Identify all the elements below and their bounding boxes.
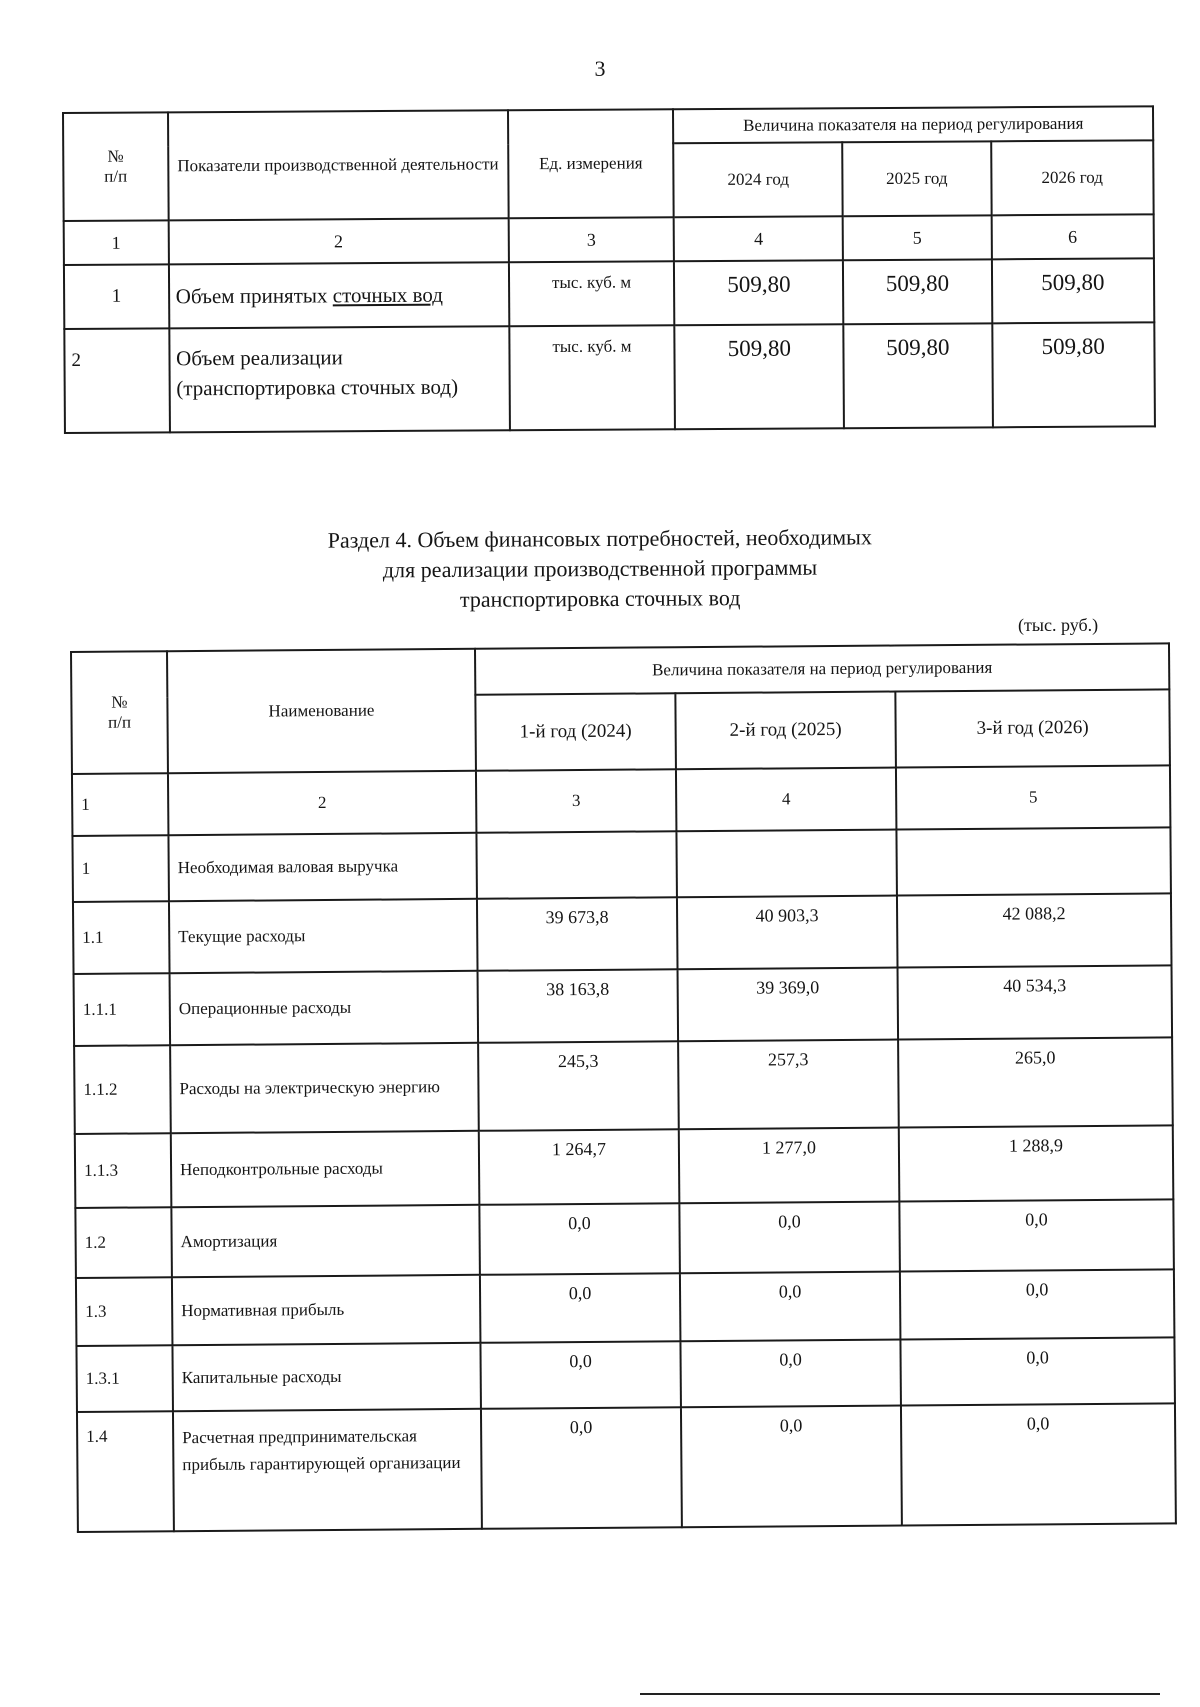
page-number: 3 — [594, 56, 606, 81]
value-2026: 509,80 — [992, 322, 1155, 427]
table-row — [75, 1125, 1174, 1208]
row-name: Расходы на электрическую энергию — [170, 1043, 479, 1133]
header-year-2024: 2024 год — [674, 142, 843, 217]
row-name-line: (транспортировка сточных вод) — [176, 374, 459, 401]
value-year-3: 0,0 — [900, 1269, 1175, 1339]
value-year-2: 0,0 — [681, 1405, 902, 1527]
row-num: 1.3 — [76, 1277, 173, 1346]
column-number: 3 — [476, 769, 676, 833]
column-number: 4 — [674, 216, 843, 261]
row-name: Неподконтрольные расходы — [171, 1131, 480, 1207]
row-name-underlined: сточных вод — [332, 282, 443, 308]
value-year-3: 40 534,3 — [898, 965, 1173, 1039]
value-year-1: 38 163,8 — [478, 969, 679, 1043]
value-year-3: 1 288,9 — [899, 1125, 1174, 1201]
value-year-3: 265,0 — [898, 1037, 1173, 1127]
section-title-line: для реализации производственной программы — [382, 554, 818, 583]
header-year-2026: 2026 год — [991, 140, 1154, 215]
header-name: Наименование — [167, 649, 476, 773]
row-name: Амортизация — [171, 1205, 480, 1277]
header-num: № п/п — [71, 651, 168, 774]
row-num: 1.1.2 — [74, 1045, 171, 1134]
value-year-2: 39 369,0 — [678, 968, 899, 1042]
column-number: 4 — [676, 768, 896, 832]
value-year-2: 1 277,0 — [679, 1128, 900, 1204]
value-year-2: 40 903,3 — [677, 896, 898, 970]
row-num: 1 — [64, 264, 169, 329]
value-2025: 509,80 — [843, 259, 992, 324]
value-2025: 509,80 — [844, 323, 993, 428]
column-number: 1 — [72, 773, 168, 836]
value-year-1: 39 673,8 — [477, 897, 678, 971]
value-year-1: 1 264,7 — [479, 1129, 680, 1205]
value-year-2: 0,0 — [679, 1202, 900, 1274]
section-title-line: транспортировка сточных вод — [459, 585, 741, 612]
value-year-2 — [676, 830, 897, 898]
value-year-3 — [896, 827, 1171, 895]
value-year-2: 0,0 — [680, 1339, 901, 1407]
column-number: 6 — [991, 214, 1154, 259]
financial-needs-table — [70, 642, 1177, 1533]
row-name: Расчетная предпринимательская прибыль гарантирующей организации — [173, 1409, 482, 1531]
header-period-group: Величина показателя на период регулирования — [673, 106, 1153, 143]
row-num: 1.1.1 — [74, 973, 171, 1046]
row-unit: тыс. куб. м — [509, 325, 675, 430]
row-num: 1.4 — [77, 1411, 174, 1532]
header-period-group: Величина показателя на период регулирования — [475, 643, 1169, 694]
row-num: 1.1 — [73, 901, 170, 974]
value-year-3: 42 088,2 — [897, 893, 1172, 967]
value-2024: 509,80 — [675, 324, 845, 429]
column-number: 3 — [508, 217, 674, 262]
header-unit: Ед. измерения — [508, 109, 674, 218]
section-title — [0, 520, 1200, 617]
row-name: Необходимая валовая выручка — [168, 833, 477, 901]
row-num: 1 — [72, 835, 169, 902]
row-name: Текущие расходы — [169, 899, 478, 973]
header-num: № п/п — [63, 112, 168, 221]
table-row — [77, 1403, 1176, 1532]
value-year-1 — [476, 831, 677, 899]
table-row — [72, 827, 1171, 902]
value-year-3: 0,0 — [899, 1199, 1174, 1271]
row-unit: тыс. куб. м — [509, 261, 675, 326]
value-year-1: 0,0 — [480, 1341, 681, 1409]
row-name-part: Объем принятых — [175, 283, 333, 309]
row-num: 1.1.3 — [75, 1133, 172, 1208]
production-indicators-table — [62, 105, 1156, 434]
row-num: 1.3.1 — [76, 1345, 173, 1412]
header-year-1: 1-й год (2024) — [475, 693, 676, 771]
row-num: 1.2 — [75, 1207, 172, 1278]
bottom-rule — [640, 1693, 1160, 1695]
row-name: Капитальные расходы — [172, 1343, 481, 1411]
value-year-3: 0,0 — [900, 1337, 1175, 1405]
value-2026: 509,80 — [991, 258, 1154, 323]
value-year-1: 0,0 — [479, 1203, 680, 1275]
column-number: 1 — [64, 220, 169, 265]
table-row — [73, 893, 1172, 974]
row-name-line: Объем реализации — [176, 345, 343, 371]
header-year-2025: 2025 год — [842, 141, 991, 216]
table-row — [76, 1337, 1175, 1412]
row-name — [169, 262, 509, 328]
value-2024: 509,80 — [674, 260, 843, 325]
value-year-2: 257,3 — [678, 1040, 899, 1130]
column-number: 5 — [843, 215, 992, 260]
header-indicators: Показатели производственной деятельности — [168, 110, 509, 220]
section-title-line: Раздел 4. Объем финансовых потребностей, необходимых — [327, 524, 873, 553]
row-name — [169, 326, 510, 432]
row-name: Операционные расходы — [170, 971, 479, 1045]
value-year-1: 245,3 — [478, 1041, 679, 1131]
value-year-1: 0,0 — [481, 1407, 682, 1529]
row-num: 2 — [64, 328, 169, 433]
table-row — [64, 322, 1155, 433]
table-row — [64, 258, 1154, 329]
header-year-3: 3-й год (2026) — [895, 689, 1170, 767]
row-name: Нормативная прибыль — [172, 1275, 481, 1345]
value-year-1: 0,0 — [480, 1273, 681, 1343]
header-year-2: 2-й год (2025) — [675, 692, 896, 770]
value-year-2: 0,0 — [680, 1272, 901, 1342]
table-row — [75, 1199, 1174, 1278]
column-number: 2 — [168, 771, 476, 835]
table-row — [74, 965, 1173, 1046]
value-year-3: 0,0 — [901, 1403, 1176, 1525]
table-row — [74, 1037, 1173, 1134]
column-number: 5 — [896, 765, 1171, 829]
column-number: 2 — [168, 218, 508, 264]
table-row — [76, 1269, 1175, 1346]
units-note: (тыс. руб.) — [1018, 615, 1099, 635]
